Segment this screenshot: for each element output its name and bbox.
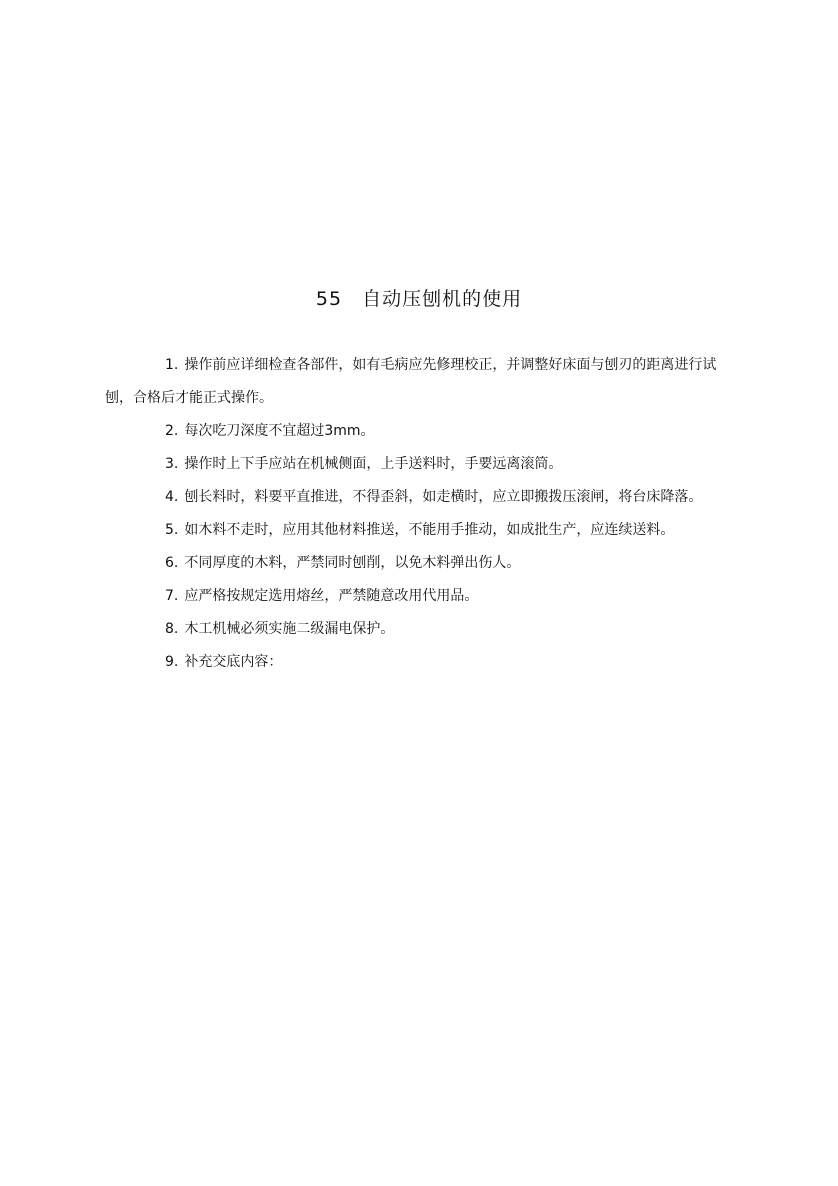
item-text: 操作时上下手应站在机械侧面，上手送料时，手要远离滚筒。	[184, 456, 563, 472]
list-item	[105, 481, 730, 514]
item-text: 不同厚度的木料，严禁同时刨削，以免木料弹出伤人。	[184, 555, 521, 571]
item-text: 刨长料时，料要平直推进，不得歪斜，如走横时，应立即搬拨压滚闸，将台床降落。	[184, 489, 703, 505]
page-title: 55 自动压刨机的使用	[315, 288, 523, 310]
item-text: 木工机械必须实施二级漏电保护。	[184, 621, 395, 637]
rules-list	[105, 349, 730, 679]
list-item	[105, 547, 730, 580]
item-text: 操作前应详细检查各部件，如有毛病应先修理校正，并调整好床面与刨刃的距离进行试刨，合格后才能正式操作。	[105, 357, 717, 406]
list-item	[105, 580, 730, 613]
item-number: 9.	[165, 654, 179, 670]
list-item	[105, 448, 730, 481]
item-number: 6.	[165, 555, 179, 571]
item-number: 2.	[165, 423, 179, 439]
item-number: 8.	[165, 621, 179, 637]
item-number: 1.	[165, 357, 179, 373]
list-item	[105, 415, 730, 448]
item-number: 7.	[165, 588, 179, 604]
item-text: 每次吃刀深度不宜超过3mm。	[184, 423, 375, 439]
item-text: 应严格按规定选用熔丝，严禁随意改用代用品。	[184, 588, 479, 604]
item-number: 3.	[165, 456, 179, 472]
item-text: 补充交底内容：	[184, 654, 283, 670]
list-item	[105, 646, 730, 679]
list-item	[105, 349, 730, 415]
item-text: 如木料不走时，应用其他材料推送，不能用手推动，如成批生产，应连续送料。	[184, 522, 675, 538]
item-number: 4.	[165, 489, 179, 505]
item-number: 5.	[165, 522, 179, 538]
list-item	[105, 514, 730, 547]
list-item	[105, 613, 730, 646]
